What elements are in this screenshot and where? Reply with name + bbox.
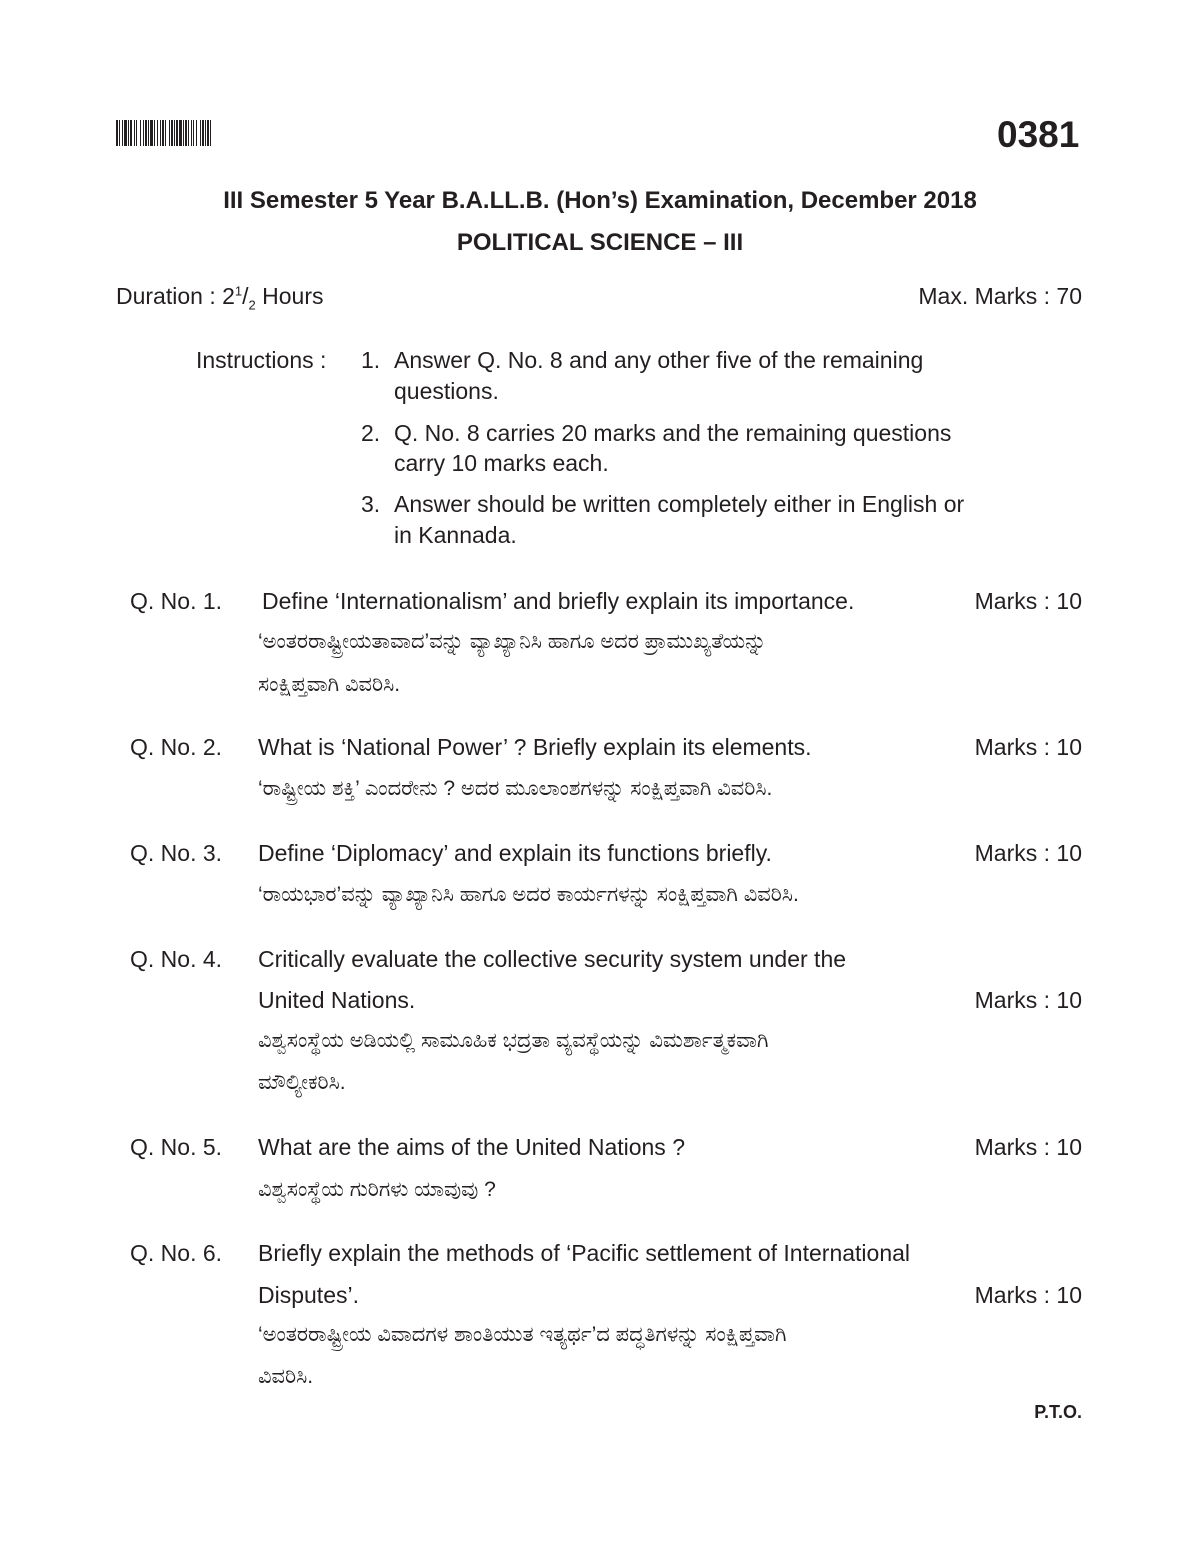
instruction-line: carry 10 marks each. — [394, 450, 609, 476]
instruction-line: Answer should be written completely either in English or — [394, 491, 965, 517]
duration: Duration : $2^1/_2$ Hours — [116, 283, 324, 313]
question-kannada: ‘ಅಂತರರಾಷ್ಟ್ರೀಯ ವಿವಾದಗಳ ಶಾಂತಿಯುತ ಇತ್ಯರ್ಥ’ದ ಪದ್ಧತಿಗಳನ್ನು ಸಂಕ್ಷಿಪ್ತವಾಗಿ — [258, 1323, 787, 1346]
question-marks: Marks : 10 — [974, 840, 1082, 866]
question-kannada: ‘ಅಂತರರಾಷ್ಟ್ರೀಯತಾವಾದ’ವನ್ನು ವ್ಯಾಖ್ಯಾನಿಸಿ ಹಾಗೂ ಅದರ ಪ್ರಾಮುಖ್ಯತೆಯನ್ನು — [258, 630, 767, 653]
instruction-number: 1. — [361, 347, 381, 373]
question-text: What is ‘National Power’ ? Briefly explain its elements. — [258, 734, 812, 760]
question-number: Q. No. 6. — [130, 1240, 223, 1266]
paper-code: 0381 — [997, 114, 1080, 155]
question-marks: Marks : 10 — [974, 987, 1082, 1013]
question-text: Critically evaluate the collective security system under the — [258, 946, 847, 972]
max-marks: Max. Marks : 70 — [918, 283, 1082, 309]
question-kannada: ಸಂಕ್ಷಿಪ್ತವಾಗಿ ವಿವರಿಸಿ. — [258, 673, 401, 696]
instruction-number: 2. — [361, 420, 381, 446]
barcode — [116, 120, 250, 146]
question-text: Briefly explain the methods of ‘Pacific settlement of International — [258, 1240, 911, 1266]
question-text: What are the aims of the United Nations ? — [258, 1134, 685, 1160]
question-number: Q. No. 3. — [130, 840, 223, 866]
exam-title: III Semester 5 Year B.A.LL.B. (Hon’s) Examination, December 2018 — [223, 187, 977, 214]
question-kannada: ‘ರಾಷ್ಟ್ರೀಯ ಶಕ್ತಿ’ ಎಂದರೇನು ? ಅದರ ಮೂಲಾಂಶಗಳನ್ನು ಸಂಕ್ಷಿಪ್ತವಾಗಿ ವಿವರಿಸಿ. — [258, 777, 773, 800]
question-number: Q. No. 5. — [130, 1134, 223, 1160]
question-number: Q. No. 4. — [130, 946, 223, 972]
question-text: United Nations. — [258, 987, 416, 1013]
question-text: Define ‘Internationalism’ and briefly explain its importance. — [262, 588, 855, 614]
question-text: Define ‘Diplomacy’ and explain its functions briefly. — [258, 840, 772, 866]
question-number: Q. No. 2. — [130, 734, 223, 760]
instruction-number: 3. — [361, 491, 381, 517]
instruction-line: Answer Q. No. 8 and any other five of the remaining — [394, 347, 924, 373]
instruction-line: Q. No. 8 carries 20 marks and the remaining questions — [394, 420, 952, 446]
question-marks: Marks : 10 — [974, 1134, 1082, 1160]
instructions-label: Instructions : — [196, 347, 327, 373]
question-marks: Marks : 10 — [974, 734, 1082, 760]
question-kannada: ವಿವರಿಸಿ. — [258, 1365, 314, 1388]
question-kannada: ವಿಶ್ವಸಂಸ್ಥೆಯ ಅಡಿಯಲ್ಲಿ ಸಾಮೂಹಿಕ ಭದ್ರತಾ ವ್ಯವಸ್ಥೆಯನ್ನು ವಿಮರ್ಶಾತ್ಮಕವಾಗಿ — [258, 1029, 769, 1052]
subject-title: POLITICAL SCIENCE – III — [456, 229, 744, 256]
instruction-line: in Kannada. — [394, 522, 517, 548]
page-turn-over: P.T.O. — [1034, 1402, 1082, 1422]
question-marks: Marks : 10 — [974, 1282, 1082, 1308]
question-text: Disputes’. — [258, 1282, 359, 1308]
question-kannada: ‘ರಾಯಭಾರ’ವನ್ನು ವ್ಯಾಖ್ಯಾನಿಸಿ ಹಾಗೂ ಅದರ ಕಾರ್ಯಗಳನ್ನು ಸಂಕ್ಷಿಪ್ತವಾಗಿ ವಿವರಿಸಿ. — [258, 883, 799, 906]
question-number: Q. No. 1. — [130, 588, 223, 614]
question-kannada: ವಿಶ್ವಸಂಸ್ಥೆಯ ಗುರಿಗಳು ಯಾವುವು ? — [258, 1178, 496, 1201]
question-marks: Marks : 10 — [974, 588, 1082, 614]
instruction-line: questions. — [394, 378, 499, 404]
question-kannada: ಮೌಲ್ಯೀಕರಿಸಿ. — [258, 1071, 346, 1094]
